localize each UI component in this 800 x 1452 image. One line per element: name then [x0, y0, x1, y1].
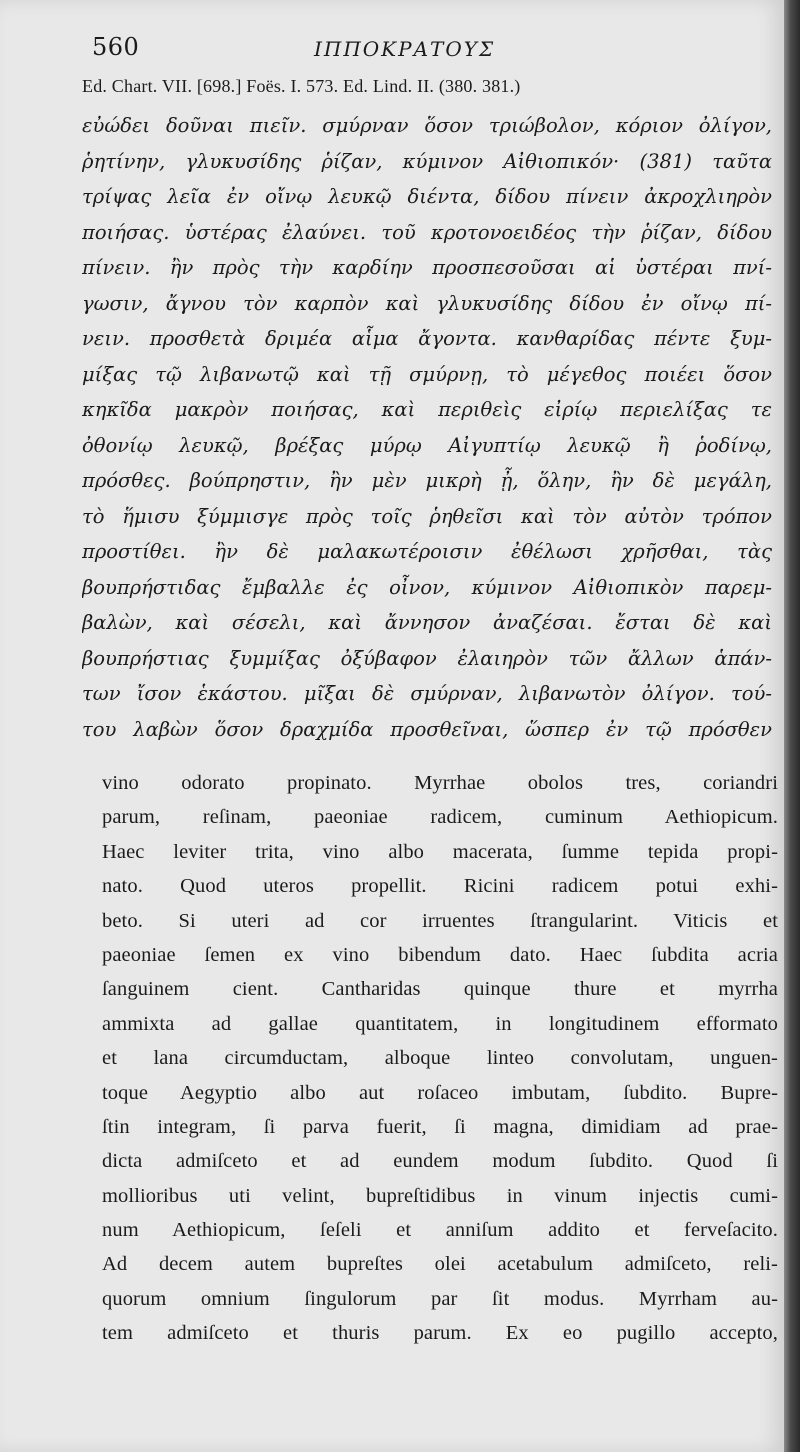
greek-text-block: [82, 108, 772, 747]
greek-line: ποιήσας. ὑστέρας ἐλαύνει. τοῦ κροτονοειδέος τὴν ῥίζαν, δίδου: [82, 220, 772, 244]
greek-line: βαλὼν, καὶ σέσελι, καὶ ἄννησον ἀναζέσαι. ἔσται δὲ καὶ: [82, 611, 772, 634]
latin-line: et lana circumductam, alboque linteo convolutam, unguen-: [102, 1047, 778, 1070]
latin-line: mollioribus uti velint, bupreſtidibus in vinum injectis cumi-: [102, 1184, 778, 1207]
latin-text-block: [102, 766, 778, 1351]
latin-line: toque Aegyptio albo aut roſaceo imbutam, ſubdito. Bupre-: [102, 1081, 778, 1104]
greek-line: ὀθονίῳ λευκῷ, βρέξας μύρῳ Αἰγυπτίῳ λευκῷ ἢ ῥοδίνῳ,: [82, 433, 772, 457]
greek-line: μίξας τῷ λιβανωτῷ καὶ τῇ σμύρνῃ, τὸ μέγεθος ποιέει ὅσον: [82, 362, 772, 386]
page-header: [92, 33, 772, 73]
greek-line: βουπρήστιδας ἔμβαλλε ἐς οἶνον, κύμινον Αἰθιοπικὸν παρεμ-: [82, 575, 772, 599]
greek-line: προστίθει. ἢν δὲ μαλακωτέροισιν ἐθέλωσι χρῆσθαι, τὰς: [82, 540, 772, 563]
greek-line: ῥητίνην, γλυκυσίδης ῥίζαν, κύμινον Αἰθιοπικόν· (381) ταῦτα: [82, 149, 772, 173]
greek-line: τρίψας λεῖα ἐν οἴνῳ λευκῷ διέντα, δίδου πίνειν ἀκροχλιηρὸν: [82, 185, 772, 208]
page-number: 560: [92, 33, 140, 61]
latin-line: ſanguinem cient. Cantharidas quinque thure et myrrha: [102, 978, 778, 1001]
edition-reference-line: Ed. Chart. VII. [698.] Foës. I. 573. Ed. Lind. II. (380. 381.): [82, 76, 521, 96]
greek-line: εὐώδει δοῦναι πιεῖν. σμύρναν ὅσον τριώβολον, κόριον ὀλίγον,: [82, 114, 772, 137]
greek-line: των ἴσον ἑκάστου. μῖξαι δὲ σμύρναν, λιβανωτὸν ὀλίγον. τού-: [82, 682, 772, 705]
greek-line: βουπρήστιας ξυμμίξας ὀξύβαφον ἐλαιηρὸν τῶν ἄλλων ἁπάν-: [82, 646, 772, 670]
greek-line: πρόσθες. βούπρηστιν, ἢν μὲν μικρὴ ᾖ, ὅλην, ἢν δὲ μεγάλη,: [82, 469, 772, 492]
latin-line: Haec leviter trita, vino albo macerata, ſumme tepida propi-: [102, 840, 778, 863]
latin-line: ammixta ad gallae quantitatem, in longitudinem efformato: [102, 1012, 778, 1035]
greek-line: νειν. προσθετὰ δριμέα αἷμα ἄγοντα. κανθαρίδας πέντε ξυμ-: [82, 327, 772, 350]
greek-line: πίνειν. ἢν πρὸς τὴν καρδίην προσπεσοῦσαι αἱ ὑστέραι πνί-: [82, 256, 772, 279]
latin-line: vino odorato propinato. Myrrhae obolos tres, coriandri: [102, 772, 778, 794]
latin-line: quorum omnium ſingulorum par ſit modus. Myrrham au-: [102, 1287, 778, 1310]
latin-line: Ad decem autem bupreſtes olei acetabulum admiſceto, reli-: [102, 1253, 778, 1276]
greek-line: του λαβὼν ὅσον δραχμίδα προσθεῖναι, ὥσπερ ἐν τῷ πρόσθεν: [82, 717, 772, 741]
latin-line: parum, reſinam, paeoniae radicem, cuminum Aethiopicum.: [102, 806, 778, 829]
latin-line: num Aethiopicum, ſeſeli et anniſum addito et ferveſacito.: [102, 1219, 778, 1242]
latin-line: dicta admiſceto et ad eundem modum ſubdito. Quod ſi: [102, 1150, 778, 1173]
latin-line: tem admiſceto et thuris parum. Ex eo pugillo accepto,: [102, 1322, 778, 1345]
latin-line: beto. Si uteri ad cor irruentes ſtrangularint. Viticis et: [102, 909, 778, 932]
book-spine-shadow: [784, 0, 800, 1452]
latin-line: nato. Quod uteros propellit. Ricini radicem potui exhi-: [102, 875, 778, 898]
greek-line: κηκῖδα μακρὸν ποιήσας, καὶ περιθεὶς εἰρίῳ περιελίξας τε: [82, 398, 772, 421]
latin-line: paeoniae ſemen ex vino bibendum dato. Haec ſubdita acria: [102, 943, 778, 966]
greek-line: γωσιν, ἄγνου τὸν καρπὸν καὶ γλυκυσίδης δίδου ἐν οἴνῳ πί-: [82, 291, 772, 315]
greek-line: τὸ ἥμισυ ξύμμισγε πρὸς τοῖς ῥηθεῖσι καὶ τὸν αὐτὸν τρόπον: [82, 504, 772, 528]
running-title: ΙΠΠΟΚΡΑΤΟΥΣ: [314, 37, 496, 61]
latin-line: ſtin integram, ſi parva fuerit, ſi magna, dimidiam ad prae-: [102, 1115, 778, 1138]
